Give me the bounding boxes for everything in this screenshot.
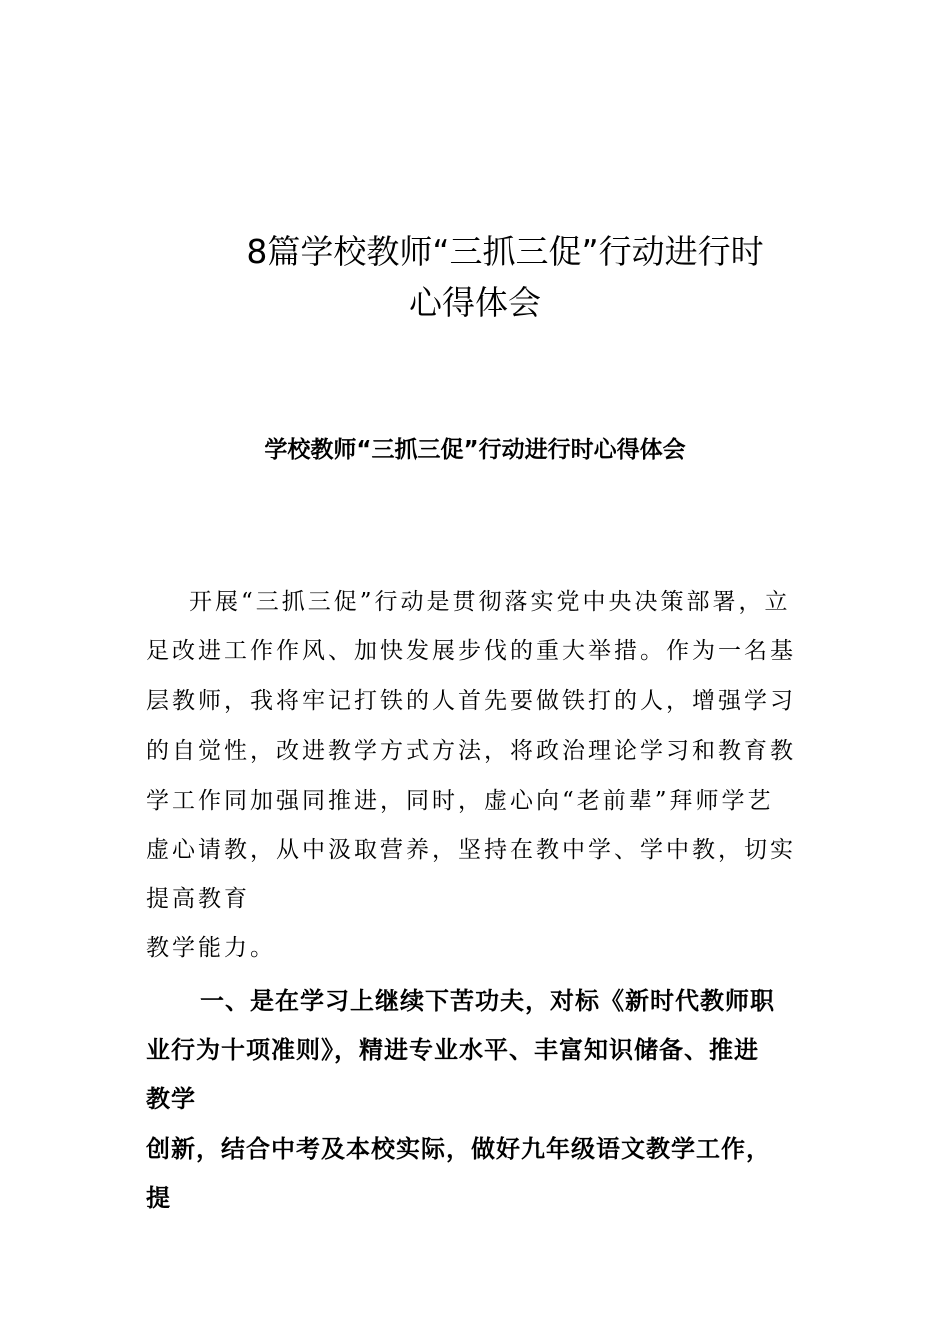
paragraph-1-line-2: 足改进工作作风、加快发展步伐的重大举措。作为一名基 [146,638,796,664]
paragraph-1-line-5: 学工作同加强同推进，同时，虚心向“老前辈”拜师学艺 [146,788,774,814]
main-title-line-1: 8篇学校教师“三抓三促”行动进行时 [246,232,764,271]
paragraph-2-line-4: 创新，结合中考及本校实际，做好九年级语文教学工作， [146,1135,771,1163]
paragraph-1-line-8: 教学能力。 [146,935,276,961]
paragraph-1-line-1: 开展“三抓三促”行动是贯彻落实党中央决策部署，立 [189,589,791,615]
paragraph-2-line-5: 提 [146,1184,171,1212]
main-title-line-2: 心得体会 [409,283,541,322]
paragraph-2-line-3: 教学 [146,1085,196,1113]
section-subtitle: 学校教师“三抓三促”行动进行时心得体会 [264,437,686,463]
paragraph-1-line-4: 的自觉性，改进教学方式方法，将政治理论学习和教育教 [146,738,796,764]
paragraph-1-line-7: 提高教育 [146,886,250,912]
paragraph-1-line-3: 层教师，我将牢记打铁的人首先要做铁打的人，增强学习 [146,688,796,714]
paragraph-2-line-1: 一、是在学习上继续下苦功夫，对标《新时代教师职 [200,987,775,1015]
paragraph-1-line-6: 虚心请教，从中汲取营养，坚持在教中学、学中教，切实 [146,837,796,863]
paragraph-2-line-2: 业行为十项准则》，精进专业水平、丰富知识储备、推进 [146,1036,759,1064]
